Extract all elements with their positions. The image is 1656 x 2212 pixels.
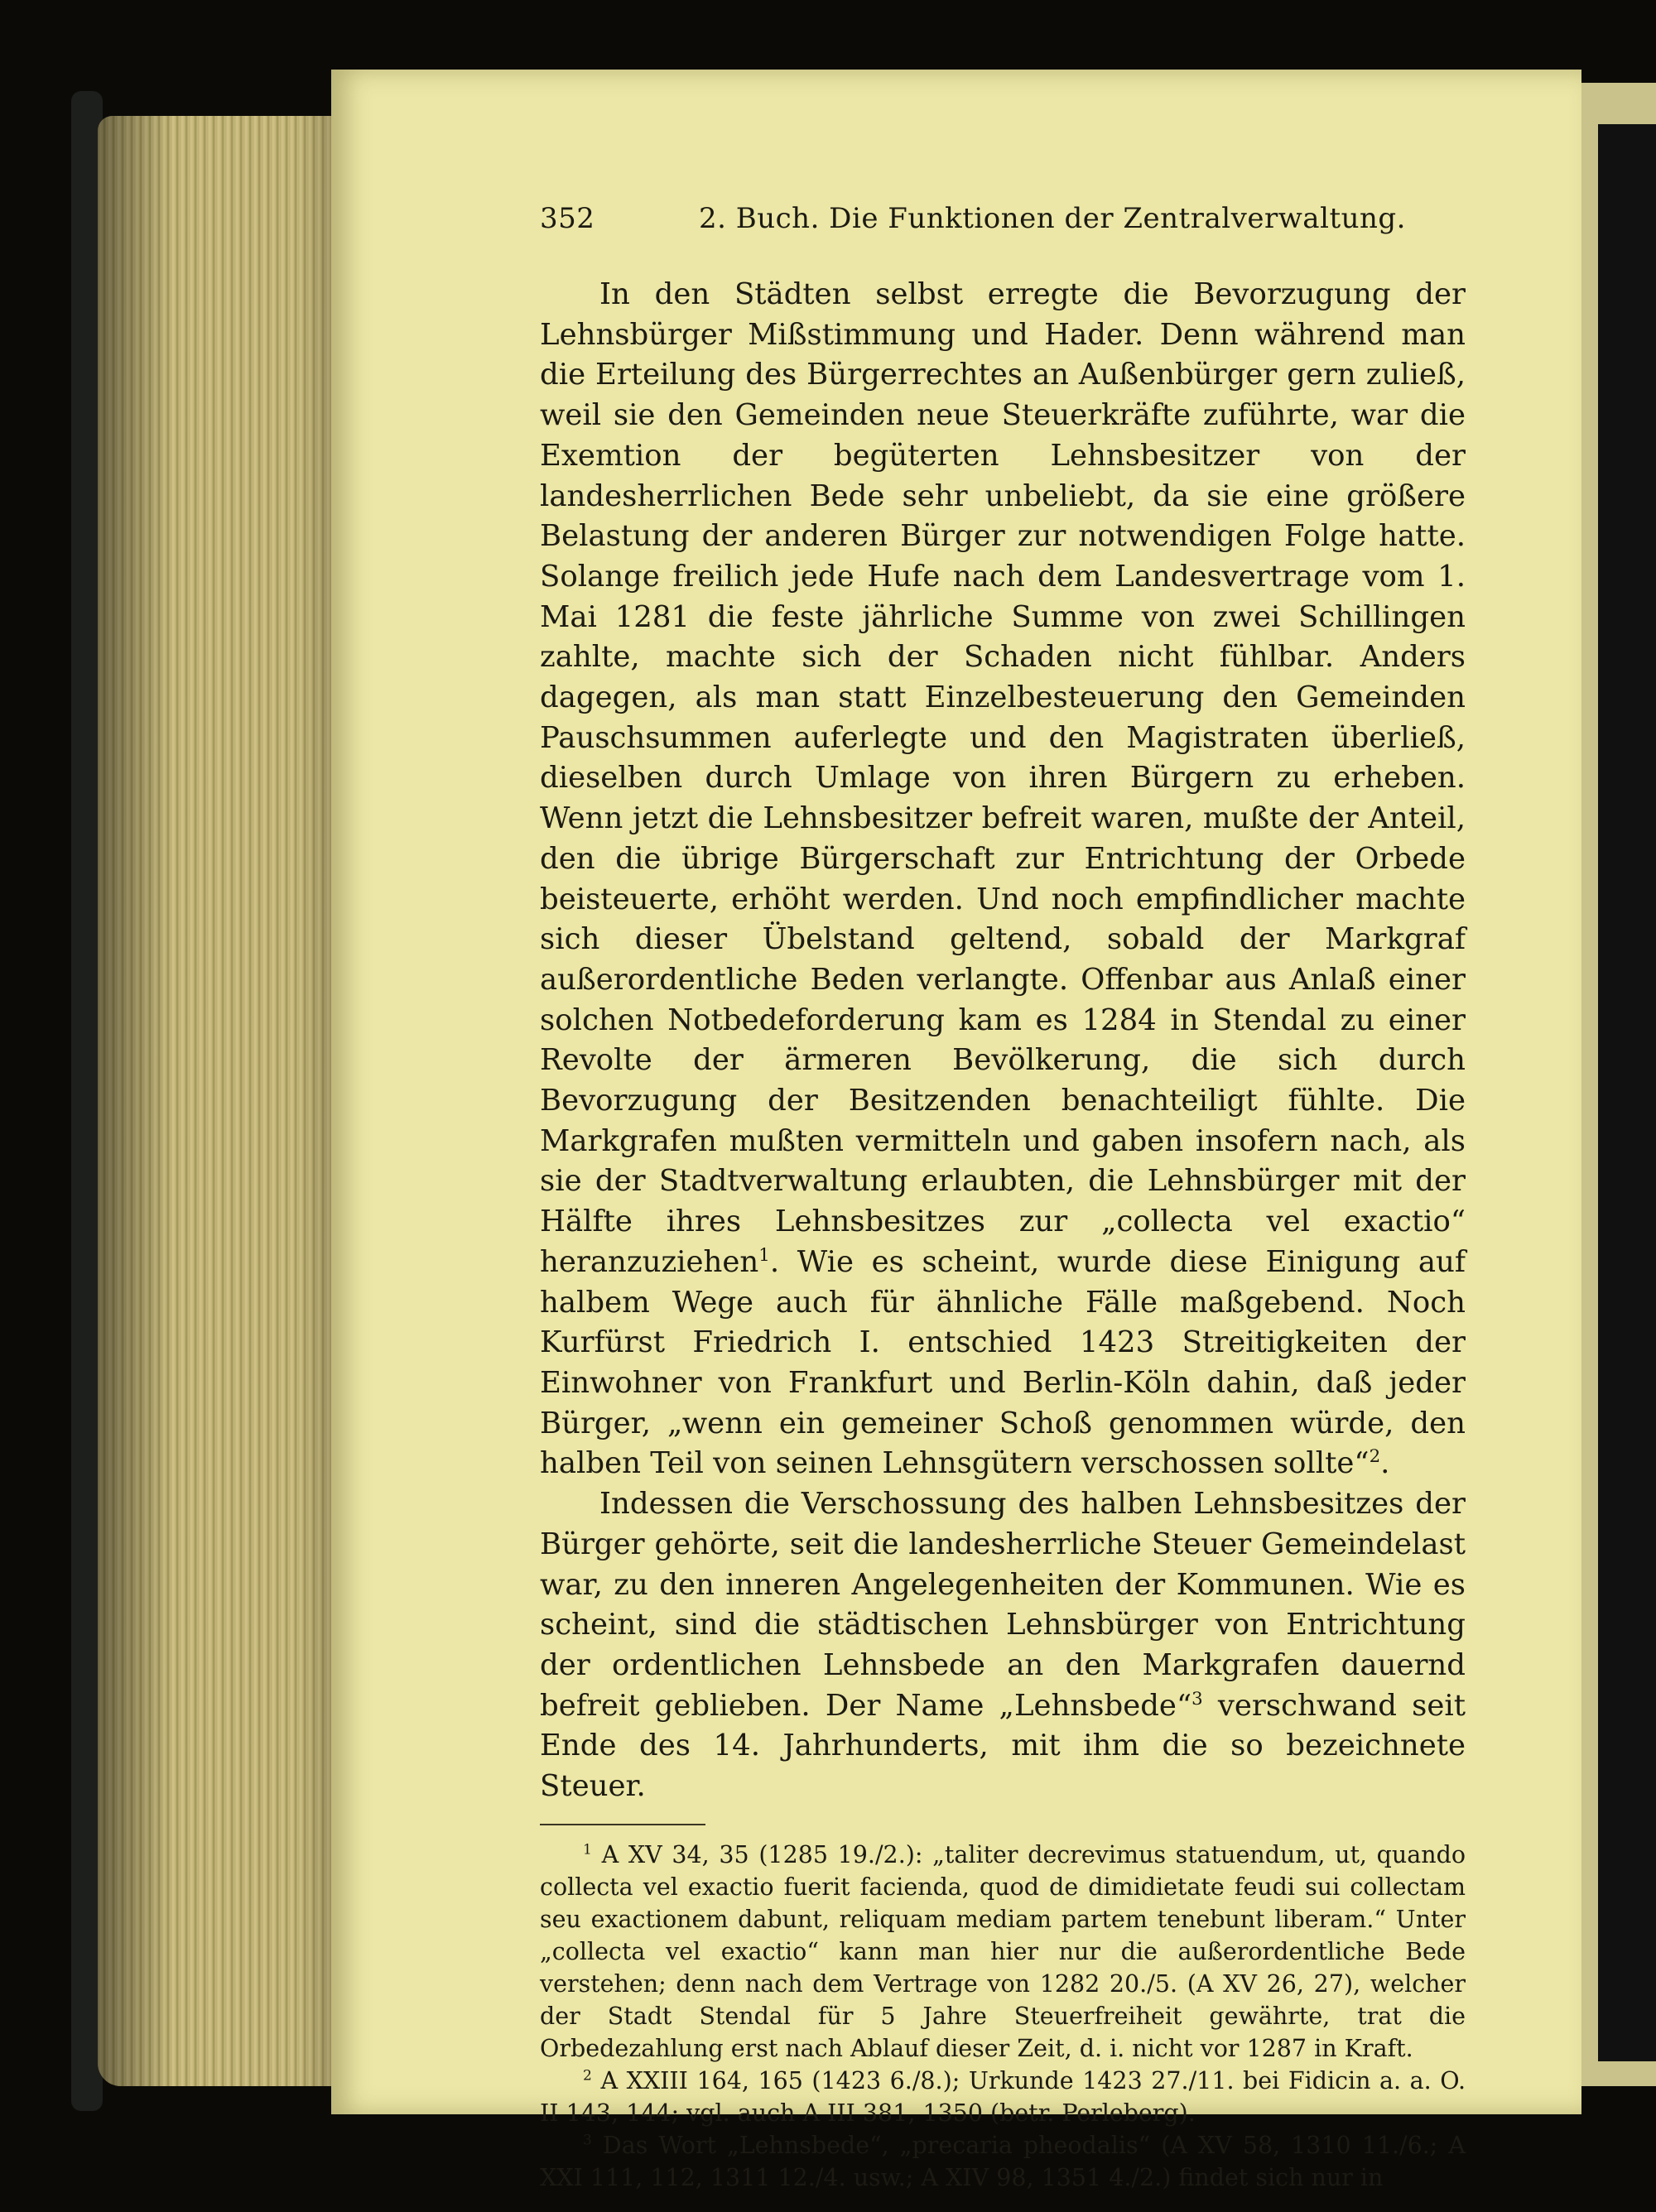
footnote-ref-2: 2 [1369,1446,1381,1468]
footnote-mark: 2 [583,2067,592,2085]
running-head [540,202,1466,252]
body-text [540,275,1466,1807]
paragraph-2-part-b: verschwand seit Ende des 14. Jahrhunderts, mit ihm die so bezeichnete Steuer. [540,1688,1466,1804]
page-content [540,202,1466,2194]
footnotes [540,1839,1466,2194]
paragraph-1-part-c: . [1380,1446,1390,1481]
footnote-3 [540,2129,1466,2194]
page-number: 352 [540,202,595,235]
paragraph-2 [540,1484,1466,1807]
footnote-text: A XXIII 164, 165 (1423 6./8.); Urkunde 1423 27./11. bei Fidicin a. a. O. II 143, 144; vgl. auch A III 381, 1350 (betr. Perleberg). [540,2066,1466,2127]
scan-background-right [1598,124,1656,2061]
footnote-rule [540,1824,705,1825]
footnote-ref-3: 3 [1191,1688,1203,1709]
paragraph-1-part-b: . Wie es scheint, wurde diese Einigung auf halbem Wege auch für ähnliche Fälle maßgebend. Noch Kurfürst Friedrich I. entschied 1423 Streitigkeiten der Einwohner von Frankfurt und Berlin-Köln dahin, daß jeder Bürger, „wenn ein gemeiner Schoß genommen würde, den halben Teil von seinen Lehnsgütern verschossen sollte“ [540,1244,1466,1481]
paragraph-1 [540,275,1466,1484]
footnote-text: Das Wort „Lehnsbede“, „precaria pheodalis“ (A XV 58, 1310 11./6.; A XXI 111, 112, 1311 12./4. usw.; A XIV 98, 1351 4./2.) findet sich nur in [540,2131,1466,2191]
footnote-mark: 3 [583,2132,592,2149]
footnote-text: A XV 34, 35 (1285 19./2.): „taliter decrevimus statuendum, ut, quando collecta vel exactio fuerit facienda, quod de dimidietate feudi sui collectam seu exactionem dabunt, reliquam mediam partem tenebunt liberam.“ Unter „collecta vel exactio“ kann man hier nur die außerordentliche Bede verstehen; denn nach dem Vertrage von 1282 20./5. (A XV 26, 27), welcher der Stadt Stendal für 5 Jahre Steuerfreiheit gewährte, trat die Orbedezahlung erst nach Ablauf dieser Zeit, d. i. nicht vor 1287 in Kraft. [540,1840,1466,2062]
page-stack-shadow [98,116,346,2086]
book-page [331,70,1581,2191]
footnote-2 [540,2065,1466,2129]
paragraph-2-part-a: Indessen die Verschossung des halben Lehnsbesitzes der Bürger gehörte, seit die landesherrliche Steuer Gemeindelast war, zu den inneren Angelegenheiten der Kommunen. Wie es scheint, sind die städtischen Lehnsbürger von Entrichtung der ordentlichen Lehnsbede an den Markgrafen dauernd befreit geblieben. Der Name „Lehnsbede“ [540,1487,1466,1723]
running-title: 2. Buch. Die Funktionen der Zentralverwaltung. [699,202,1406,235]
footnote-mark: 1 [583,1841,592,1859]
footnote-ref-1: 1 [758,1245,770,1267]
footnote-1 [540,1839,1466,2065]
paragraph-1-part-a: In den Städten selbst erregte die Bevorzugung der Lehnsbürger Mißstimmung und Hader. Denn während man die Erteilung des Bürgerrechtes an Außenbürger gern zuließ, weil sie den Gemeinden neue Steuerkräfte zuführte, war die Exemtion der begüterten Lehnsbesitzer von der landesherrlichen Bede sehr unbeliebt, da sie eine größere Belastung der anderen Bürger zur notwendigen Folge hatte. Solange freilich jede Hufe nach dem Landesvertrage vom 1. Mai 1281 die feste jährliche Summe von zwei Schillingen zahlte, machte sich der Schaden nicht fühlbar. Anders dagegen, als man statt Einzelbesteuerung den Gemeinden Pauschsummen auferlegte und den Magistraten überließ, dieselben durch Umlage von ihren Bürgern zu erheben. Wenn jetzt die Lehnsbesitzer befreit waren, mußte der Anteil, den die übrige Bürgerschaft zur Entrichtung der Orbede beisteuerte, erhöht werden. Und noch empfindlicher machte sich dieser Übelstand geltend, sobald der Markgraf außerordentliche Beden verlangte. Offenbar aus Anlaß einer solchen Notbedeforderung kam es 1284 in Stendal zu einer Revolte der ärmeren Bevölkerung, die sich durch Bevorzugung der Besitzenden benachteiligt fühlte. Die Markgrafen mußten vermitteln und gaben insofern nach, als sie der Stadtverwaltung erlaubten, die Lehnsbürger mit der Hälfte ihres Lehnsbesitzes zur „collecta vel exactio“ heranzuziehen [540,277,1466,1279]
